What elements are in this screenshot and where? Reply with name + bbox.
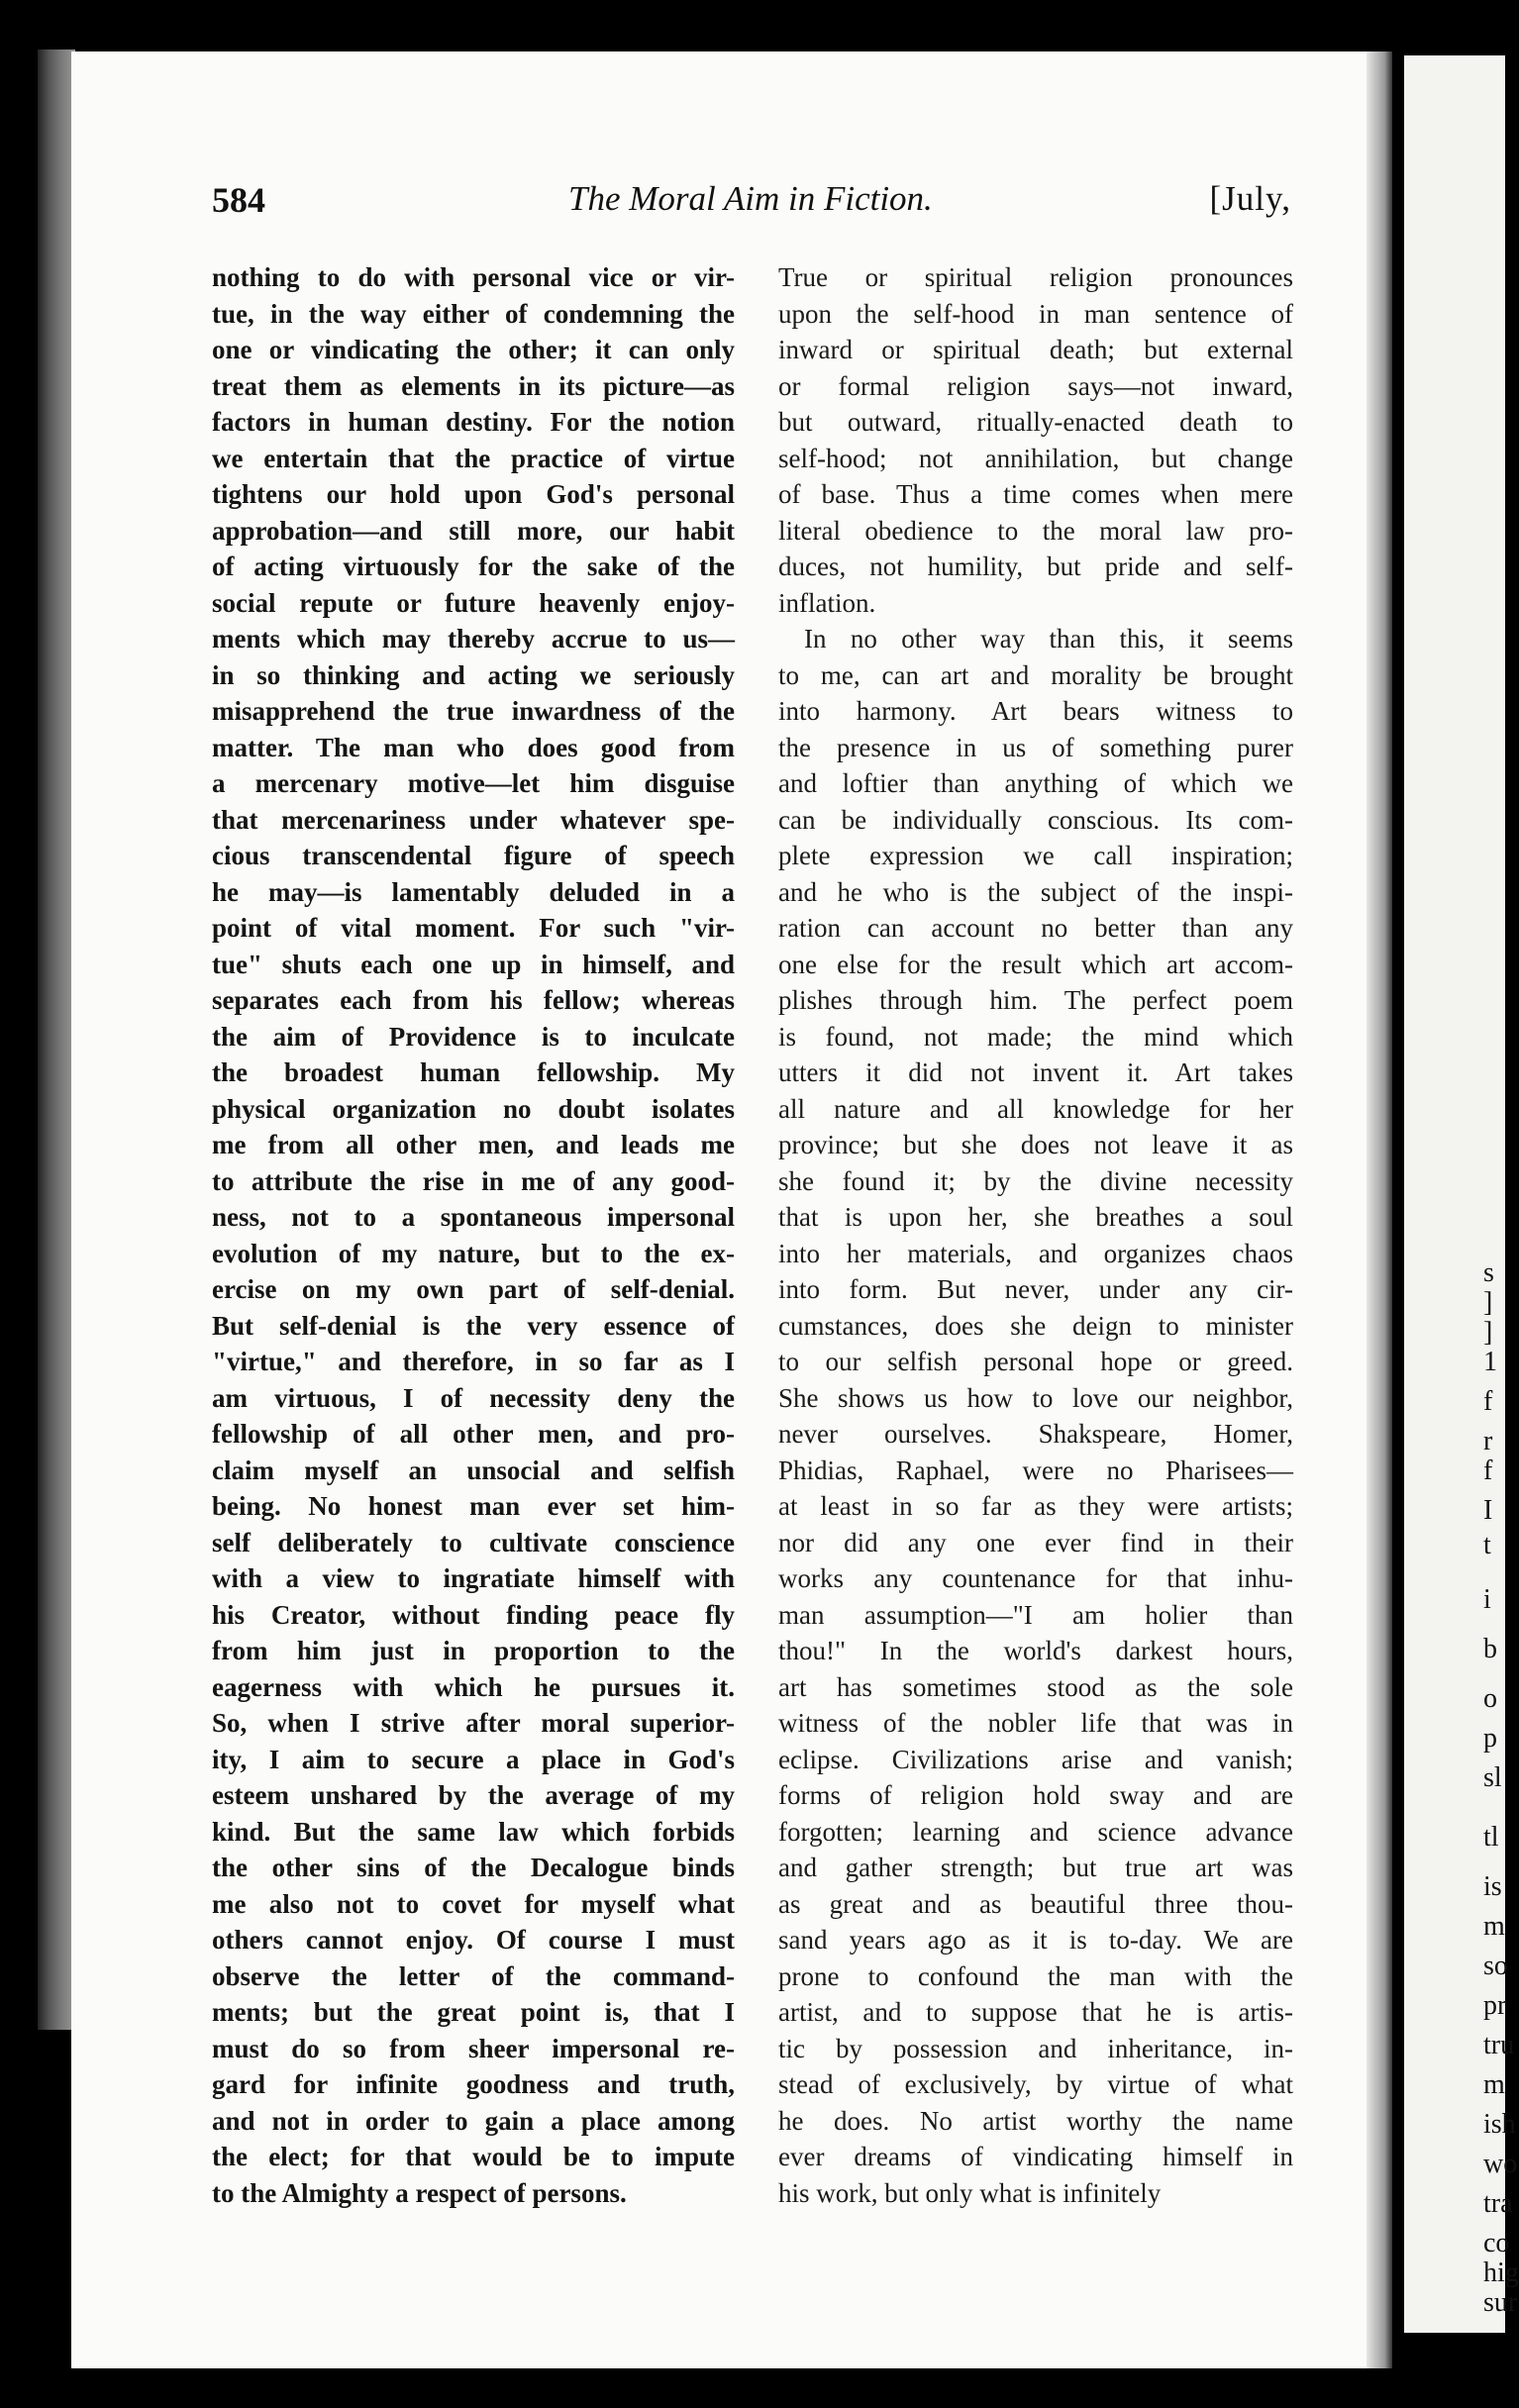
text-line: ments; but the great point is, that I — [212, 1997, 735, 2027]
text-line: the presence in us of something purer — [778, 732, 1293, 762]
text-line: as great and as beautiful three thou- — [778, 1888, 1293, 1919]
text-line: ments which may thereby accrue to us— — [212, 624, 735, 653]
text-line: cumstances, does she deign to minister — [778, 1310, 1293, 1341]
text-line: one else for the result which art accom- — [778, 949, 1293, 979]
adjacent-page — [1404, 55, 1519, 2333]
text-line: utters it did not invent it. Art takes — [778, 1057, 1293, 1087]
text-line: inflation. — [778, 587, 876, 618]
adjacent-page-fragment: m — [1483, 1911, 1505, 1942]
text-line: claim myself an unsocial and selfish — [212, 1455, 735, 1485]
adjacent-page-fragment: ] — [1483, 1287, 1493, 1318]
text-line: his work, but only what is infinitely — [778, 2177, 1162, 2208]
running-header — [212, 173, 1291, 233]
text-line: his Creator, without finding peace fly — [212, 1599, 735, 1630]
text-line: matter. The man who does good from — [212, 732, 735, 762]
adjacent-page-fragment: sl — [1483, 1762, 1502, 1793]
text-line: others cannot enjoy. Of course I must — [212, 1925, 735, 1955]
text-line: can be individually conscious. Its com- — [778, 804, 1293, 835]
text-line: ness, not to a spontaneous impersonal — [212, 1202, 735, 1232]
text-line: into her materials, and organizes chaos — [778, 1238, 1293, 1268]
text-line: inward or spiritual death; but external — [778, 335, 1293, 364]
text-line: eclipse. Civilizations arise and vanish; — [778, 1744, 1293, 1774]
text-line: and gather strength; but true art was — [778, 1853, 1293, 1882]
text-line: nor did any one ever find in their — [778, 1527, 1293, 1557]
issue-month: [July, — [1209, 179, 1291, 218]
text-line: prone to confound the man with the — [778, 1960, 1293, 1991]
text-line: literal obedience to the moral law pro- — [778, 515, 1293, 546]
text-line: to our selfish personal hope or greed. — [778, 1347, 1293, 1376]
text-line: forgotten; learning and science advance — [778, 1816, 1293, 1847]
text-line: Phidias, Raphael, were no Pharisees— — [778, 1455, 1293, 1485]
page-gutter-shadow — [1367, 51, 1392, 2368]
text-line: stead of exclusively, by virtue of what — [778, 2069, 1293, 2099]
page-number: 584 — [212, 180, 265, 220]
text-line: and he who is the subject of the inspi- — [778, 876, 1293, 907]
text-line: into harmony. Art bears witness to — [778, 696, 1293, 726]
text-line: the aim of Providence is to inculcate — [212, 1021, 735, 1052]
text-line: social repute or future heavenly enjoy- — [212, 587, 735, 618]
adjacent-page-fragment: tru — [1483, 2030, 1515, 2060]
text-line: we entertain that the practice of virtue — [212, 443, 735, 473]
text-line: is found, not made; the mind which — [778, 1021, 1293, 1052]
text-line: True or spiritual religion pronounces — [778, 262, 1293, 292]
text-line: eagerness with which he pursues it. — [212, 1671, 735, 1702]
text-line: plete expression we call inspiration; — [778, 841, 1293, 870]
text-line: sand years ago as it is to-day. We are — [778, 1925, 1293, 1955]
text-line: treat them as elements in its picture—as — [212, 370, 735, 401]
text-line: misapprehend the true inwardness of the — [212, 696, 735, 726]
adjacent-page-fragment: f — [1483, 1386, 1493, 1417]
text-line: that mercenariness under whatever spe- — [212, 804, 735, 835]
text-line: "virtue," and therefore, in so far as I — [212, 1347, 735, 1376]
text-line: point of vital moment. For such "vir- — [212, 913, 735, 943]
text-line: me from all other men, and leads me — [212, 1130, 735, 1159]
running-title: The Moral Aim in Fiction. — [568, 179, 933, 218]
text-line: must do so from sheer impersonal re- — [212, 2033, 735, 2063]
text-line: province; but she does not leave it as — [778, 1130, 1293, 1159]
text-line: me also not to covet for myself what — [212, 1888, 735, 1919]
adjacent-page-fragment: hig — [1483, 2258, 1519, 2288]
text-line: forms of religion hold sway and are — [778, 1780, 1293, 1810]
text-line: being. No honest man ever set him- — [212, 1491, 735, 1521]
adjacent-page-fragment: r — [1483, 1426, 1493, 1456]
adjacent-page-fragment: ] — [1483, 1317, 1493, 1348]
text-line: into form. But never, under any cir- — [778, 1274, 1293, 1304]
text-line: ity, I aim to secure a place in God's — [212, 1744, 735, 1774]
text-line: at least in so far as they were artists; — [778, 1491, 1293, 1521]
text-line: in so thinking and acting we seriously — [212, 659, 735, 690]
text-line: and not in order to gain a place among — [212, 2105, 735, 2136]
text-line: tightens our hold upon God's personal — [212, 479, 735, 509]
adjacent-page-fragment: b — [1483, 1634, 1497, 1664]
text-line: works any countenance for that inhu- — [778, 1563, 1293, 1593]
text-line: but outward, ritually-enacted death to — [778, 407, 1293, 437]
text-line: plishes through him. The perfect poem — [778, 985, 1293, 1015]
text-line: approbation—and still more, our habit — [212, 515, 735, 546]
text-line: he may—is lamentably deluded in a — [212, 876, 735, 907]
text-line: one or vindicating the other; it can only — [212, 335, 735, 364]
text-line: self deliberately to cultivate conscience — [212, 1527, 735, 1557]
adjacent-page-fragment: p — [1483, 1723, 1497, 1754]
adjacent-page-fragment: wo — [1483, 2149, 1518, 2179]
text-line: witness of the nobler life that was in — [778, 1708, 1293, 1738]
adjacent-page-fragment: i — [1483, 1584, 1491, 1615]
text-line: art has sometimes stood as the sole — [778, 1671, 1293, 1702]
text-line: thou!" In the world's darkest hours, — [778, 1636, 1293, 1665]
text-line: with a view to ingratiate himself with — [212, 1563, 735, 1593]
text-line: ever dreams of vindicating himself in — [778, 2142, 1293, 2171]
left-column — [212, 259, 735, 2211]
text-line: She shows us how to love our neighbor, — [778, 1382, 1293, 1413]
text-line: never ourselves. Shakspeare, Homer, — [778, 1419, 1293, 1449]
adjacent-page-fragment: so — [1483, 1951, 1508, 1981]
text-line: nothing to do with personal vice or vir- — [212, 262, 735, 292]
text-line: ercise on my own part of self-denial. — [212, 1274, 735, 1304]
adjacent-page-fragment: pr — [1483, 1990, 1507, 2021]
text-line: he does. No artist worthy the name — [778, 2105, 1293, 2136]
adjacent-page-fragment: s — [1483, 1257, 1494, 1288]
text-line: cious transcendental figure of speech — [212, 841, 735, 870]
text-line: esteem unshared by the average of my — [212, 1780, 735, 1810]
right-column — [778, 259, 1293, 2211]
adjacent-page-fragment: f — [1483, 1455, 1493, 1486]
text-line: observe the letter of the command- — [212, 1960, 735, 1991]
text-line: evolution of my nature, but to the ex- — [212, 1238, 735, 1268]
adjacent-page-fragment: is — [1483, 1871, 1502, 1902]
text-line: the broadest human fellowship. My — [212, 1057, 735, 1087]
text-line: physical organization no doubt isolates — [212, 1093, 735, 1124]
text-line: to me, can art and morality be brought — [778, 659, 1293, 690]
adjacent-page-fragment: 1 — [1483, 1347, 1497, 1377]
adjacent-page-fragment: sur — [1483, 2287, 1518, 2318]
text-line: duces, not humility, but pride and self- — [778, 552, 1293, 581]
text-line: all nature and all knowledge for her — [778, 1093, 1293, 1124]
adjacent-page-fragment: o — [1483, 1683, 1497, 1714]
text-line: In no other way than this, it seems — [804, 624, 1293, 653]
text-line: or formal religion says—not inward, — [778, 370, 1293, 401]
text-line: kind. But the same law which forbids — [212, 1816, 735, 1847]
text-line: tic by possession and inheritance, in- — [778, 2033, 1293, 2063]
text-line: of base. Thus a time comes when mere — [778, 479, 1293, 509]
adjacent-page-fragment: tra — [1483, 2188, 1513, 2219]
text-line: to the Almighty a respect of persons. — [212, 2177, 627, 2208]
text-line: am virtuous, I of necessity deny the — [212, 1382, 735, 1413]
text-line: a mercenary motive—let him disguise — [212, 768, 735, 798]
text-line: she found it; by the divine necessity — [778, 1165, 1293, 1196]
text-line: self-hood; not annihilation, but change — [778, 443, 1293, 473]
text-line: gard for infinite goodness and truth, — [212, 2069, 735, 2099]
adjacent-page-fragment: I — [1483, 1495, 1493, 1526]
text-line: of acting virtuously for the sake of the — [212, 552, 735, 581]
text-line: man assumption—"I am holier than — [778, 1599, 1293, 1630]
text-line: artist, and to suppose that he is artis- — [778, 1997, 1293, 2027]
text-line: separates each from his fellow; whereas — [212, 985, 735, 1015]
text-line: and loftier than anything of which we — [778, 768, 1293, 798]
text-line: from him just in proportion to the — [212, 1636, 735, 1665]
text-line: fellowship of all other men, and pro- — [212, 1419, 735, 1449]
adjacent-page-fragment: m — [1483, 2069, 1505, 2100]
adjacent-page-fragment: ish — [1483, 2109, 1516, 2140]
adjacent-page-fragment: tl — [1483, 1822, 1499, 1853]
adjacent-page-fragment: co — [1483, 2228, 1510, 2258]
text-line: that is upon her, she breathes a soul — [778, 1202, 1293, 1232]
text-line: the other sins of the Decalogue binds — [212, 1853, 735, 1882]
text-line: to attribute the rise in me of any good- — [212, 1165, 735, 1196]
text-line: tue, in the way either of condemning the — [212, 298, 735, 329]
text-line: ration can account no better than any — [778, 913, 1293, 943]
text-line: But self-denial is the very essence of — [212, 1310, 735, 1341]
text-line: tue" shuts each one up in himself, and — [212, 949, 735, 979]
text-line: factors in human destiny. For the notion — [212, 407, 735, 437]
adjacent-page-fragment: t — [1483, 1530, 1491, 1560]
text-line: upon the self-hood in man sentence of — [778, 298, 1293, 329]
text-line: the elect; for that would be to impute — [212, 2142, 735, 2171]
text-line: So, when I strive after moral superior- — [212, 1708, 735, 1738]
book-binding — [38, 50, 75, 2030]
